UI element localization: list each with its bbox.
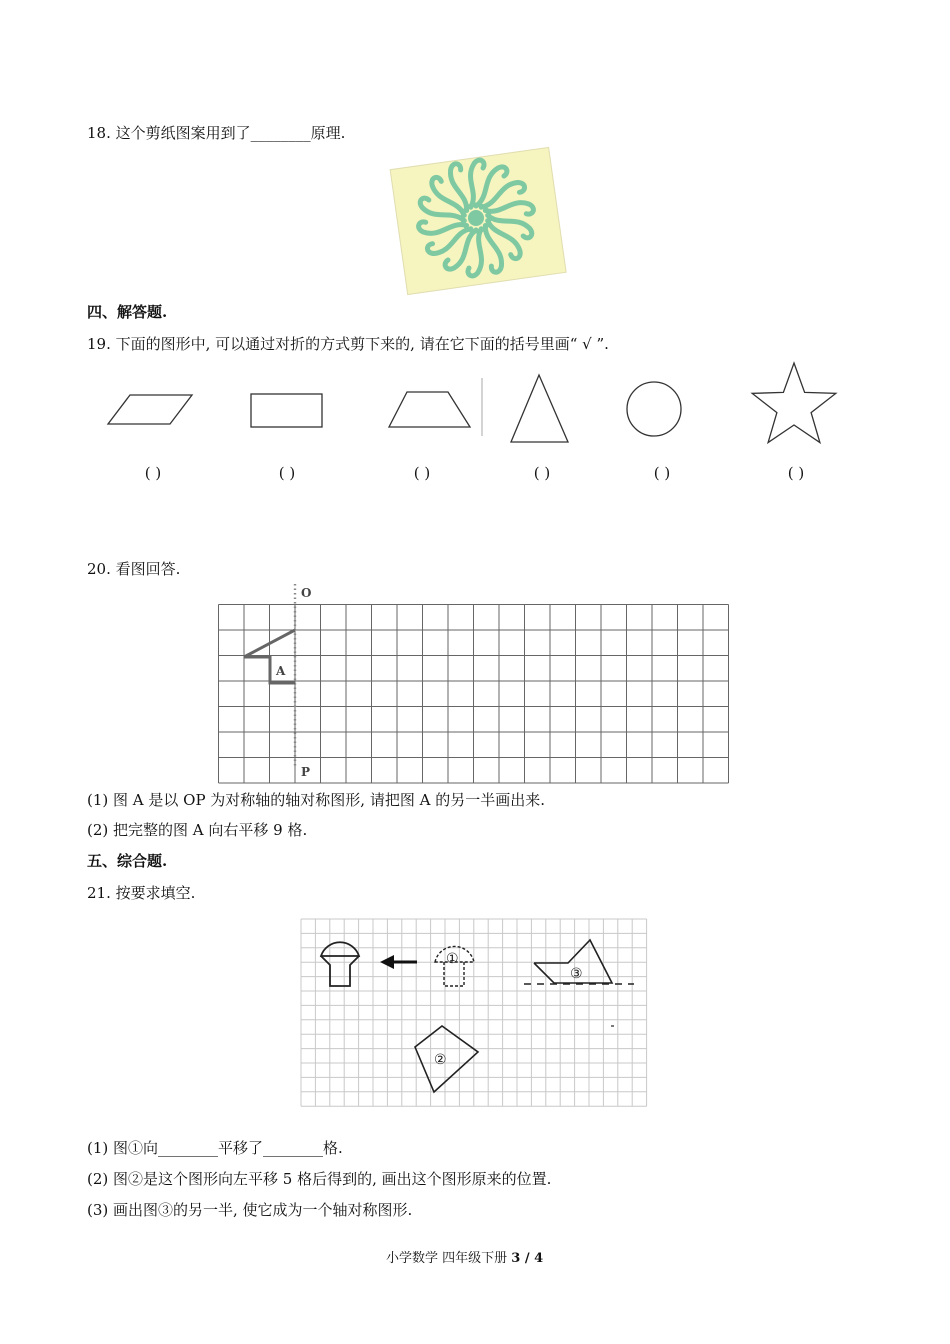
q19-shapes [100, 360, 860, 460]
figure1-moved [321, 942, 359, 956]
shape-parallelogram [108, 395, 192, 424]
swirl-center [468, 210, 484, 226]
q20-text: 20. 看图回答. [87, 560, 181, 578]
paper-cut-image [388, 150, 568, 290]
q20-sub2: (2) 把完整的图 A 向右平移 9 格. [87, 821, 308, 839]
label-a: A [276, 664, 286, 678]
q21-text: 21. 按要求填空. [87, 884, 196, 902]
q18-text: 18. 这个剪纸图案用到了________原理. [87, 124, 346, 142]
q21-grid[interactable] [300, 916, 660, 1116]
label-2: ② [434, 1052, 447, 1068]
label-1: ① [446, 951, 459, 967]
answer-paren-2[interactable]: ( ) [278, 464, 296, 482]
q21-sub2: (2) 图②是这个图形向左平移 5 格后得到的, 画出这个图形原来的位置. [87, 1170, 552, 1188]
shape-rectangle [251, 394, 322, 427]
footer-page-number: 3 / 4 [511, 1251, 544, 1266]
answer-paren-6[interactable]: ( ) [787, 464, 805, 482]
shape-trapezoid [389, 392, 470, 427]
label-3: ③ [570, 966, 583, 982]
label-p: P [301, 765, 311, 779]
q21-sub1: (1) 图①向________平移了________格. [87, 1139, 343, 1157]
shape-triangle [511, 375, 568, 442]
answer-paren-1[interactable]: ( ) [144, 464, 162, 482]
section4-heading: 四、解答题. [87, 303, 168, 321]
answer-paren-4[interactable]: ( ) [533, 464, 551, 482]
label-o: O [301, 586, 312, 600]
q20-grid[interactable] [218, 580, 738, 780]
answer-paren-5[interactable]: ( ) [653, 464, 671, 482]
q21-sub3: (3) 画出图③的另一半, 使它成为一个轴对称图形. [87, 1201, 413, 1219]
shape-circle [627, 382, 681, 436]
q19-text: 19. 下面的图形中, 可以通过对折的方式剪下来的, 请在它下面的括号里画“ √ ”. [87, 335, 609, 353]
section5-heading: 五、综合题. [87, 852, 168, 870]
q20-sub1: (1) 图 A 是以 OP 为对称轴的轴对称图形, 请把图 A 的另一半画出来. [87, 791, 545, 809]
answer-paren-3[interactable]: ( ) [413, 464, 431, 482]
shape-star [752, 363, 836, 443]
page-footer [386, 1247, 543, 1266]
footer-subject: 小学数学 四年级下册 [386, 1251, 512, 1266]
figure1-moved-stem [321, 956, 359, 986]
